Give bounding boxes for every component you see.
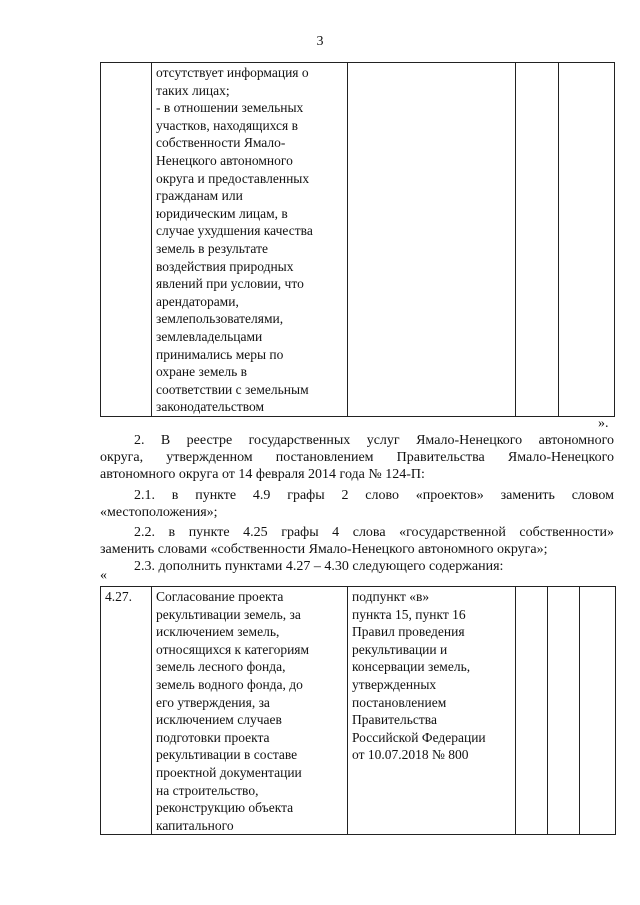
table-cell-col4 xyxy=(516,63,559,417)
paragraph-2-1-line-2: «местоположения»; xyxy=(100,505,218,520)
table-cell-col4 xyxy=(516,587,548,835)
paragraph-2-line-1: 2. В реестре государственных услуг Ямало-Ненецкого автономного xyxy=(134,433,614,448)
paragraph-2-1-line-1: 2.1. в пункте 4.9 графы 2 слово «проектов» заменить словом xyxy=(134,488,614,503)
paragraph-2-line-2: округа, утвержденном постановлением Правительства Ямало-Ненецкого xyxy=(100,450,614,465)
table-cell-legal-basis: подпункт «в» пункта 15, пункт 16 Правил проведения рекультивации и консервации земель, утвержденных постановлением Правительства Российской Федерации от 10.07.2018 № 800 xyxy=(348,587,516,835)
table-cell-service-conditions: отсутствует информация о таких лицах; - в отношении земельных участков, находящихся в собственности Ямало- Ненецкого автономного округа и предоставленных гражданам или юридическим лицам, в случае ухудшения качества земель в результате воздействия природных явлений при условии, что арендаторами, землепользователями, землевладельцами принимались меры по охране земель в соответствии с земельным законодательством xyxy=(152,63,348,417)
page-number: 3 xyxy=(316,34,324,49)
paragraph-2-3-line-1: 2.3. дополнить пунктами 4.27 – 4.30 следующего содержания: xyxy=(134,559,504,574)
table-cell-legal-basis xyxy=(348,63,516,417)
table-cell-number xyxy=(101,63,152,417)
closing-quote: ». xyxy=(598,416,609,431)
paragraph-2-line-3: автономного округа от 14 февраля 2014 года № 124-П: xyxy=(100,467,425,482)
table-cell-col5 xyxy=(559,63,615,417)
table-cell-number: 4.27. xyxy=(101,587,152,835)
paragraph-2-2-line-1: 2.2. в пункте 4.25 графы 4 слова «государственной собственности» xyxy=(134,525,614,540)
opening-quote: « xyxy=(100,568,107,583)
table-cell-col6 xyxy=(580,587,616,835)
table-row xyxy=(101,587,616,835)
registry-table-new-items xyxy=(100,586,616,835)
table-cell-col5 xyxy=(548,587,580,835)
table-row xyxy=(101,63,615,417)
table-cell-service-name: Согласование проекта рекультивации земель, за исключением земель, относящихся к категориям земель лесного фонда, земель водного фонда, до его утверждения, за исключением случаев подготовки проекта рекультивации в составе проектной документации на строительство, реконструкцию объекта капитального xyxy=(152,587,348,835)
registry-table-continued xyxy=(100,62,615,417)
paragraph-2-2-line-2: заменить словами «собственности Ямало-Ненецкого автономного округа»; xyxy=(100,542,548,557)
